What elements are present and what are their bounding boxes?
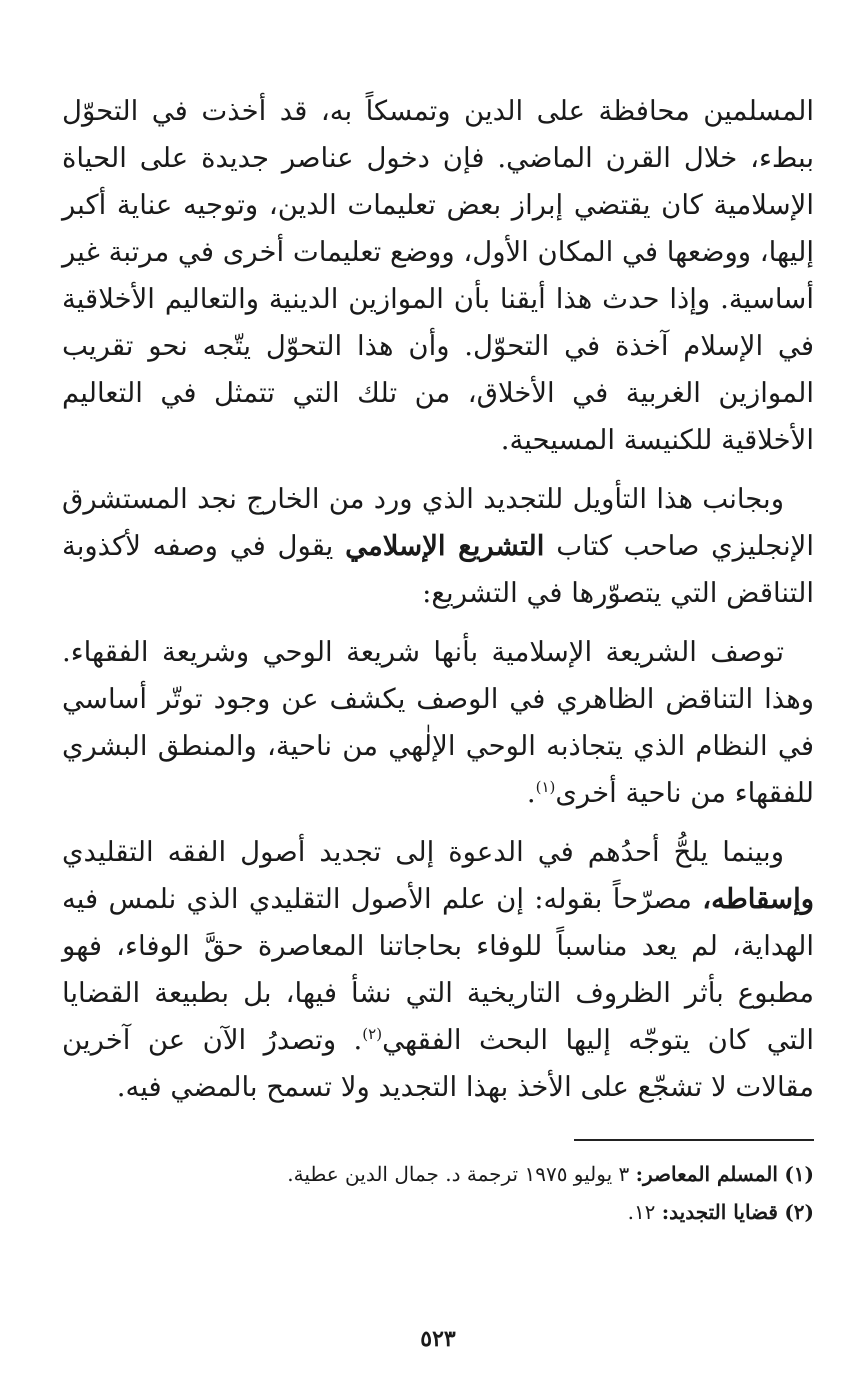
paragraph-4-text-b: مصرّحاً بقوله: إن علم الأصول التقليدي الذي نلمس فيه الهداية، لم يعد مناسباً للوفاء بحاجاتنا المعاصرة حقَّ الوفاء، فهو مطبوع بأثر الظروف التاريخية التي نشأ فيها، بل بطبيعة القضايا التي كان يتوجّه إليها البحث الفقهي — [62, 883, 814, 1056]
paragraph-4-bold-word: وإسقاطه، — [702, 883, 814, 915]
footnote-divider — [574, 1139, 814, 1141]
paragraph-1 — [62, 88, 814, 464]
footnote-2-title: قضايا التجديد: — [661, 1200, 778, 1224]
quotation-text: توصف الشريعة الإسلامية بأنها شريعة الوحي وشريعة الفقهاء. وهذا التناقض الظاهري في الوصف يكشف عن وجود توتّر أساسي في النظام الذي يتجاذبه الوحي الإلٰهي من ناحية، والمنطق البشري للفقهاء من ناحية أخرى — [62, 636, 814, 809]
paragraph-2-text-b: يقول في وصفه لأكذوبة التناقض التي يتصوّرها في التشريع: — [62, 530, 814, 609]
paragraph-4-text-a: وبينما يلحُّ أحدُهم في الدعوة إلى تجديد أصول الفقه التقليدي — [62, 836, 784, 868]
page-number: ٥٢٣ — [420, 1326, 456, 1352]
paragraph-4-text-c: . وتصدرُ الآن عن آخرين مقالات لا تشجّع على الأخذ بهذا التجديد ولا تسمح بالمضي فيه. — [62, 1024, 814, 1103]
footnote-1-marker: (١) — [784, 1162, 814, 1186]
footnote-ref-1: (١) — [535, 777, 556, 796]
footnote-1-text: ٣ يوليو ١٩٧٥ ترجمة د. جمال الدين عطية. — [287, 1162, 636, 1186]
footnote-1 — [62, 1155, 814, 1193]
paragraph-1-text: المسلمين محافظة على الدين وتمسكاً به، قد أخذت في التحوّل ببطء، خلال القرن الماضي. فإن دخول عناصر جديدة على الحياة الإسلامية كان يقتضي إبراز بعض تعليمات الدين، وتوجيه عناية أكبر إليها، ووضعها في المكان الأول، ووضع تعليمات أخرى في مرتبة غير أساسية. وإذا حدث هذا أيقنا بأن الموازين الدينية والتعاليم الأخلاقية في الإسلام آخذة في التحوّل. وأن هذا التحوّل يتّجه نحو تقريب الموازين الغربية في الأخلاق، من تلك التي تتمثل في التعاليم الأخلاقية للكنيسة المسيحية. — [62, 95, 814, 456]
footnote-2-text: ١٢. — [627, 1200, 662, 1224]
paragraph-4 — [62, 829, 814, 1111]
footnote-ref-2: (٢) — [362, 1024, 383, 1043]
quotation-end: . — [526, 777, 536, 809]
paragraph-2 — [62, 476, 814, 617]
book-title: التشريع الإسلامي — [345, 530, 545, 562]
footnote-1-title: المسلم المعاصر: — [635, 1162, 778, 1186]
paragraph-2-text-a: وبجانب هذا التأويل للتجديد الذي ورد من الخارج نجد المستشرق الإنجليزي صاحب كتاب — [62, 483, 814, 562]
document-page — [62, 88, 814, 1352]
footnote-2-marker: (٢) — [784, 1200, 814, 1224]
footnote-2 — [62, 1193, 814, 1231]
quotation-paragraph — [62, 629, 814, 817]
